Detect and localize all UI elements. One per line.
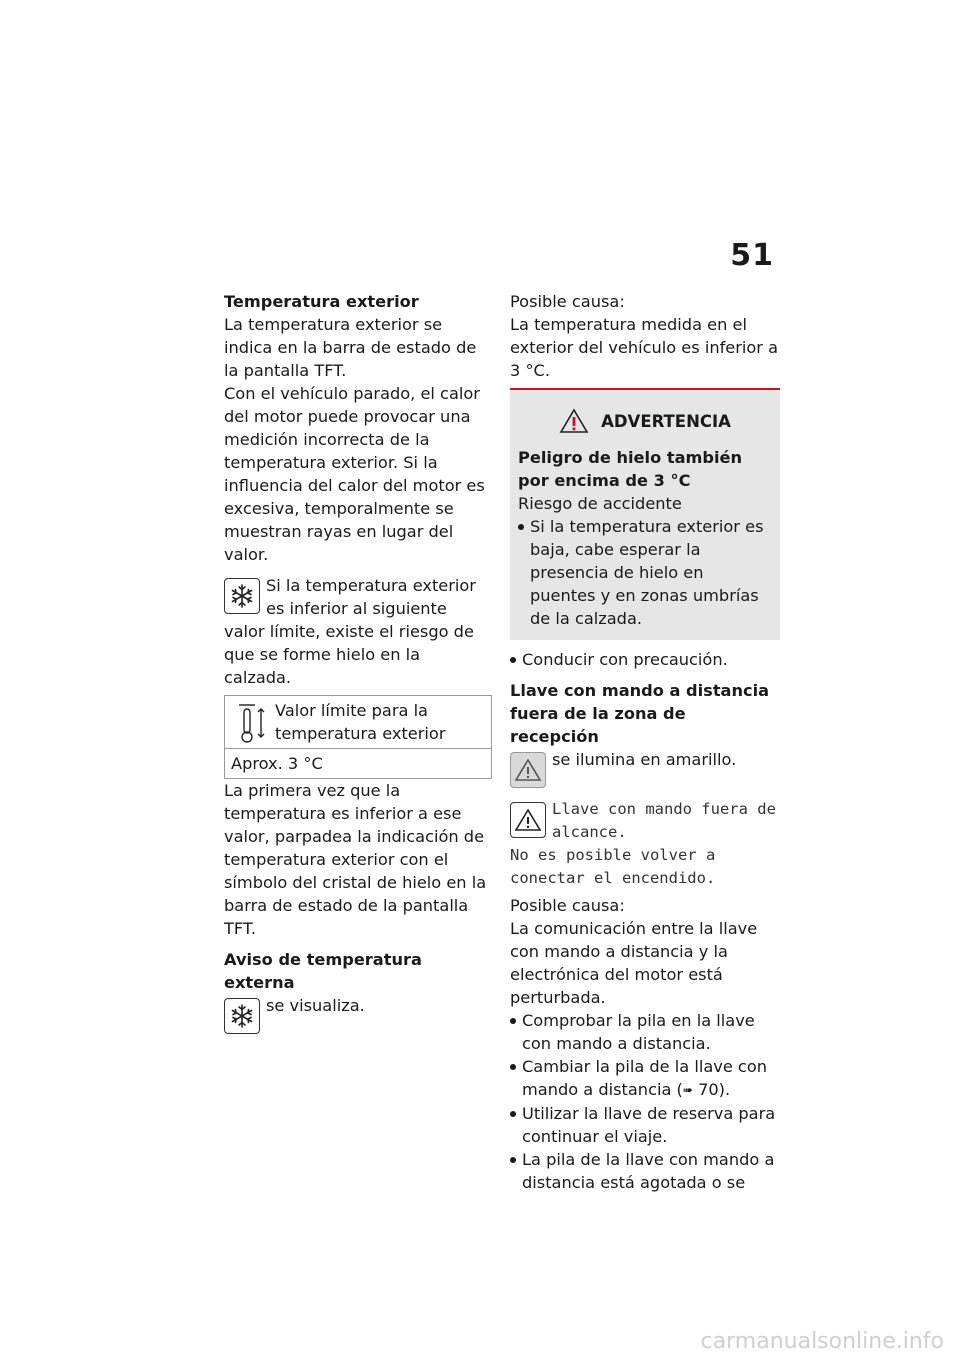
paragraph: se visualiza. (266, 996, 365, 1015)
table-label: Valor límite para la temperatura exterior (275, 701, 446, 743)
display-message: No es posible volver a conectar el encendido. (510, 846, 716, 887)
heading-llave-mando: Llave con mando a distancia fuera de la zona de recepción (510, 681, 770, 746)
paragraph: La primera vez que la temperatura es inferior a ese valor, parpadea la indicación de temperatura exterior con el símbolo del cristal de hielo en la barra de estado de la pantalla TFT. (224, 781, 487, 938)
warning-triangle-icon (510, 802, 546, 838)
list-item: Utilizar la llave de reserva para continuar el viaje. (510, 1102, 780, 1148)
paragraph: La temperatura medida en el exterior del vehículo es inferior a 3 °C. (510, 315, 779, 380)
list-item: Si la temperatura exterior es baja, cabe esperar la presencia de hielo en puentes y en zonas umbrías de la calzada. (518, 515, 772, 630)
right-column (510, 290, 780, 1194)
page-number: 51 (730, 238, 774, 273)
heading-temperatura-exterior: Temperatura exterior (224, 292, 419, 311)
display-message: Llave con mando fuera de alcance. (552, 800, 776, 841)
snowflake-icon (224, 998, 260, 1034)
list-item: Cambiar la pila de la llave con mando a distancia (➠ 70). (510, 1055, 780, 1102)
table-label-cell (225, 696, 492, 749)
table-value: Aprox. 3 °C (225, 749, 492, 779)
list-item: Comprobar la pila en la llave con mando a distancia. (510, 1009, 780, 1055)
list-item: Conducir con precaución. (510, 648, 780, 671)
warning-triangle-icon (559, 408, 589, 434)
warning-triangle-icon (510, 752, 546, 788)
limit-value-table (224, 695, 492, 779)
page-reference[interactable]: 70). (698, 1080, 731, 1099)
thermometer-icon (237, 701, 265, 745)
snowflake-icon (224, 578, 260, 614)
paragraph: La temperatura exterior se indica en la barra de estado de la pantalla TFT. (224, 315, 477, 380)
left-column (224, 290, 492, 1036)
page-reference-arrow-icon: ➠ (682, 1083, 693, 1097)
paragraph: se ilumina en amarillo. (552, 750, 737, 769)
paragraph: La comunicación entre la llave con mando a distancia y la electrónica del motor está perturbada. (510, 919, 758, 1007)
warning-risk: Riesgo de accidente (518, 494, 682, 513)
warning-heading: Peligro de hielo también por encima de 3 °C (518, 448, 742, 490)
warning-title: ADVERTENCIA (518, 408, 772, 434)
cause-label: Posible causa: (510, 292, 625, 311)
warning-box (510, 388, 780, 640)
paragraph: Si la temperatura exterior es inferior al siguiente valor límite, existe el riesgo de que se forme hielo en la calzada. (224, 576, 476, 687)
paragraph: Con el vehículo parado, el calor del motor puede provocar una medición incorrecta de la temperatura exterior. Si la influencia del calor del motor es excesiva, temporalmente se muestran rayas en lugar del valor. (224, 384, 485, 564)
watermark: carmanualsonline.info (700, 1329, 944, 1354)
list-item: La pila de la llave con mando a distancia está agotada o se (510, 1148, 780, 1194)
cause-label: Posible causa: (510, 896, 625, 915)
heading-aviso-temperatura: Aviso de temperatura externa (224, 950, 422, 992)
